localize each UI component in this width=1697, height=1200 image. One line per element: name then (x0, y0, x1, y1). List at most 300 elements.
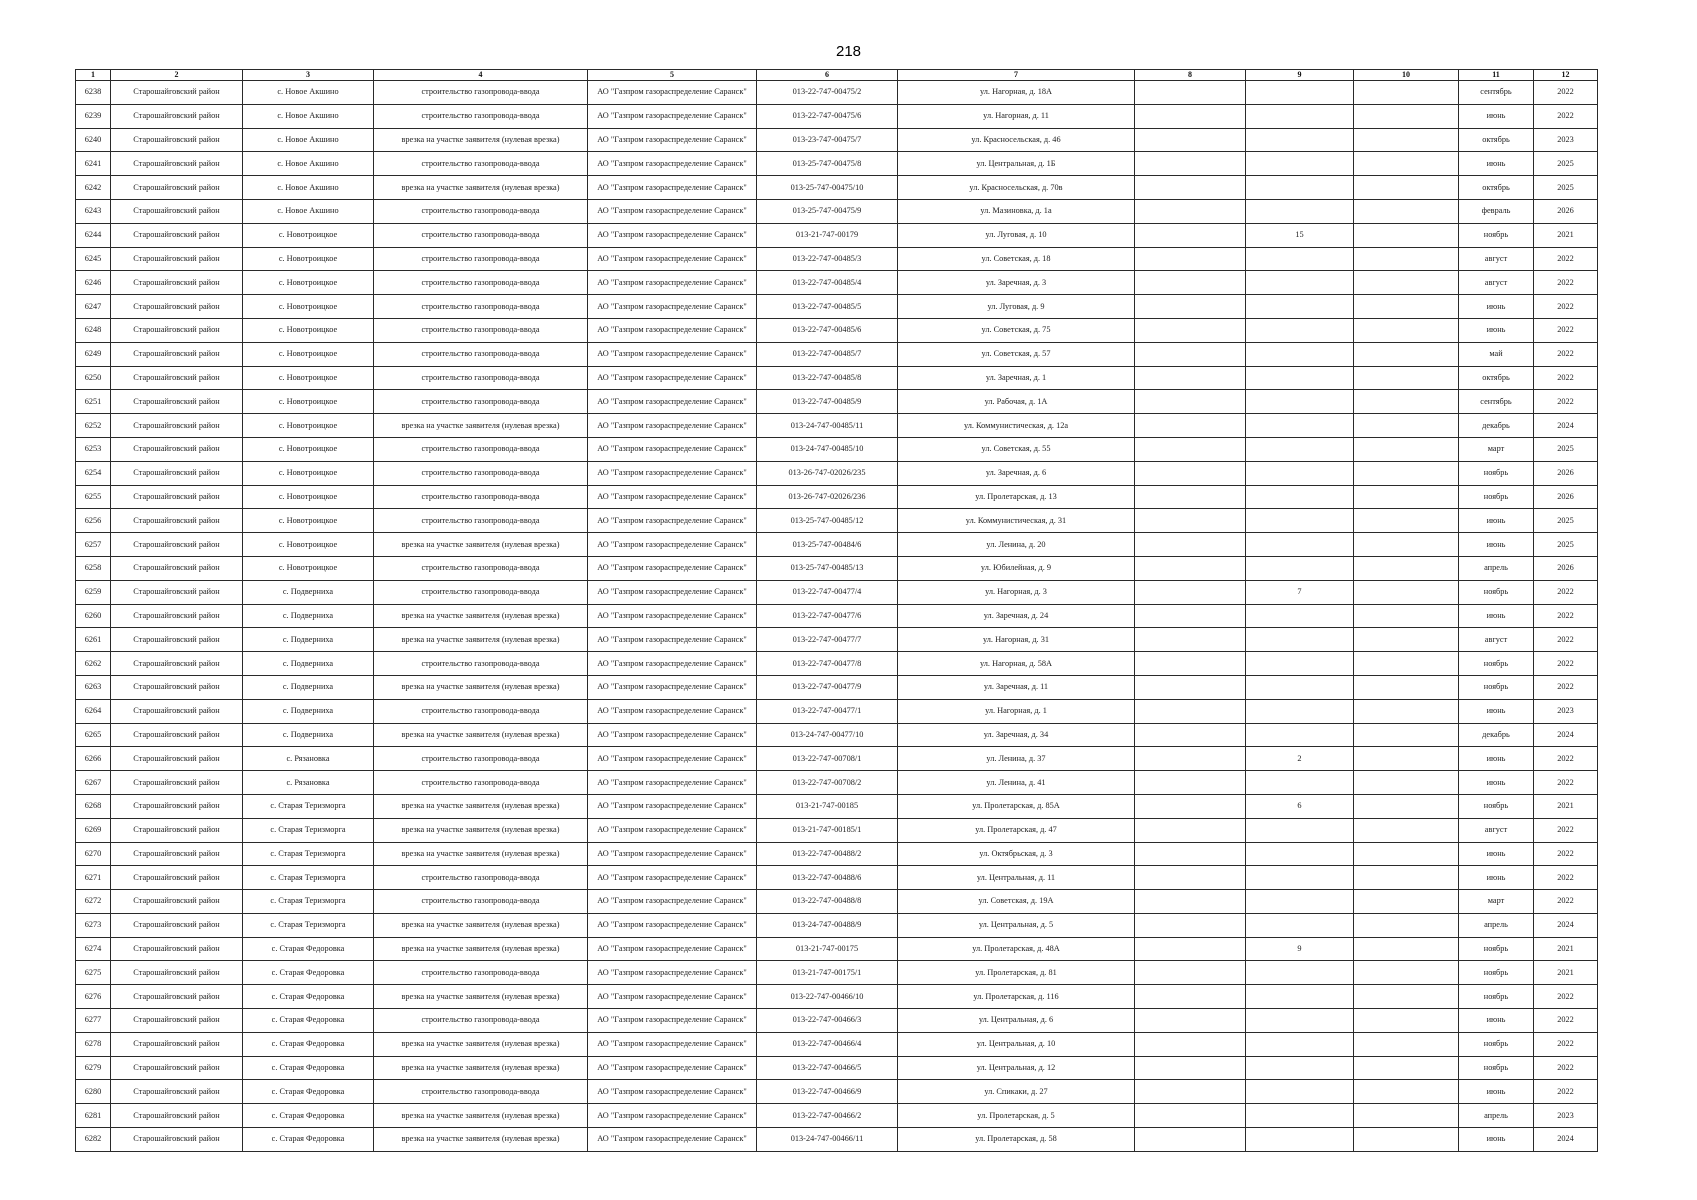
cell-col-address: ул. Заречная, д. 6 (898, 461, 1135, 485)
cell-col-address: ул. Заречная, д. 3 (898, 271, 1135, 295)
table-row (76, 295, 1598, 319)
cell-col-9: 15 (1246, 223, 1354, 247)
table-row (76, 1104, 1598, 1128)
cell-col-address: ул. Центральная, д. 6 (898, 1009, 1135, 1033)
cell-col-10 (1354, 818, 1459, 842)
cell-col-organization: АО "Газпром газораспределение Саранск" (588, 985, 757, 1009)
cell-col-month: июнь (1459, 1128, 1534, 1152)
cell-col-address: ул. Коммунистическая, д. 31 (898, 509, 1135, 533)
cell-col-settlement: с. Старая Теризморга (243, 913, 374, 937)
cell-col-district: Старошайговский район (111, 271, 243, 295)
cell-col-address: ул. Нагорная, д. 58А (898, 652, 1135, 676)
cell-col-year: 2026 (1534, 199, 1598, 223)
cell-col-year: 2022 (1534, 842, 1598, 866)
cell-col-contract-number: 013-22-747-00466/3 (757, 1009, 898, 1033)
cell-col-address: ул. Пролетарская, д. 13 (898, 485, 1135, 509)
table-row (76, 913, 1598, 937)
cell-col-settlement: с. Новотроицкое (243, 533, 374, 557)
cell-col-index: 6266 (76, 747, 111, 771)
cell-col-10 (1354, 199, 1459, 223)
cell-col-settlement: с. Новотроицкое (243, 437, 374, 461)
cell-col-year: 2022 (1534, 1056, 1598, 1080)
cell-col-index: 6242 (76, 176, 111, 200)
cell-col-district: Старошайговский район (111, 913, 243, 937)
cell-col-contract-number: 013-22-747-00485/3 (757, 247, 898, 271)
cell-col-contract-number: 013-25-747-00485/13 (757, 556, 898, 580)
cell-col-9 (1246, 652, 1354, 676)
cell-col-work-type: строительство газопровода-ввода (374, 461, 588, 485)
cell-col-9: 9 (1246, 937, 1354, 961)
cell-col-settlement: с. Новотроицкое (243, 247, 374, 271)
cell-col-month: февраль (1459, 199, 1534, 223)
cell-col-district: Старошайговский район (111, 199, 243, 223)
cell-col-contract-number: 013-22-747-00485/6 (757, 318, 898, 342)
cell-col-9 (1246, 152, 1354, 176)
cell-col-index: 6262 (76, 652, 111, 676)
cell-col-8 (1135, 199, 1246, 223)
cell-col-organization: АО "Газпром газораспределение Саранск" (588, 723, 757, 747)
table-row (76, 1009, 1598, 1033)
header-col-index: 1 (76, 70, 111, 81)
cell-col-district: Старошайговский район (111, 295, 243, 319)
cell-col-address: ул. Центральная, д. 5 (898, 913, 1135, 937)
cell-col-month: август (1459, 271, 1534, 295)
cell-col-work-type: врезка на участке заявителя (нулевая врезка) (374, 414, 588, 438)
cell-col-address: ул. Пролетарская, д. 116 (898, 985, 1135, 1009)
cell-col-8 (1135, 509, 1246, 533)
cell-col-organization: АО "Газпром газораспределение Саранск" (588, 818, 757, 842)
cell-col-index: 6244 (76, 223, 111, 247)
cell-col-work-type: строительство газопровода-ввода (374, 699, 588, 723)
cell-col-work-type: строительство газопровода-ввода (374, 580, 588, 604)
cell-col-9 (1246, 961, 1354, 985)
cell-col-contract-number: 013-22-747-00488/2 (757, 842, 898, 866)
cell-col-10 (1354, 675, 1459, 699)
cell-col-year: 2022 (1534, 295, 1598, 319)
cell-col-address: ул. Юбилейная, д. 9 (898, 556, 1135, 580)
cell-col-work-type: врезка на участке заявителя (нулевая врезка) (374, 818, 588, 842)
cell-col-district: Старошайговский район (111, 604, 243, 628)
cell-col-address: ул. Заречная, д. 11 (898, 675, 1135, 699)
cell-col-district: Старошайговский район (111, 1128, 243, 1152)
cell-col-index: 6264 (76, 699, 111, 723)
cell-col-9 (1246, 128, 1354, 152)
cell-col-settlement: с. Новотроицкое (243, 556, 374, 580)
cell-col-10 (1354, 271, 1459, 295)
cell-col-work-type: врезка на участке заявителя (нулевая врезка) (374, 985, 588, 1009)
cell-col-address: ул. Нагорная, д. 11 (898, 104, 1135, 128)
cell-col-8 (1135, 247, 1246, 271)
cell-col-contract-number: 013-22-747-00477/7 (757, 628, 898, 652)
cell-col-work-type: врезка на участке заявителя (нулевая врезка) (374, 533, 588, 557)
cell-col-organization: АО "Газпром газораспределение Саранск" (588, 1104, 757, 1128)
cell-col-8 (1135, 461, 1246, 485)
cell-col-work-type: строительство газопровода-ввода (374, 295, 588, 319)
cell-col-9 (1246, 461, 1354, 485)
table-header (76, 70, 1598, 81)
cell-col-9 (1246, 890, 1354, 914)
cell-col-index: 6254 (76, 461, 111, 485)
cell-col-settlement: с. Подверниха (243, 580, 374, 604)
cell-col-organization: АО "Газпром газораспределение Саранск" (588, 1032, 757, 1056)
cell-col-index: 6275 (76, 961, 111, 985)
cell-col-month: октябрь (1459, 366, 1534, 390)
cell-col-month: ноябрь (1459, 461, 1534, 485)
cell-col-9 (1246, 437, 1354, 461)
cell-col-10 (1354, 366, 1459, 390)
cell-col-organization: АО "Газпром газораспределение Саранск" (588, 699, 757, 723)
cell-col-index: 6274 (76, 937, 111, 961)
cell-col-work-type: строительство газопровода-ввода (374, 152, 588, 176)
cell-col-9 (1246, 771, 1354, 795)
cell-col-index: 6267 (76, 771, 111, 795)
header-row (76, 70, 1598, 81)
cell-col-index: 6270 (76, 842, 111, 866)
cell-col-district: Старошайговский район (111, 628, 243, 652)
cell-col-8 (1135, 723, 1246, 747)
cell-col-9 (1246, 509, 1354, 533)
cell-col-year: 2022 (1534, 747, 1598, 771)
cell-col-month: апрель (1459, 913, 1534, 937)
cell-col-contract-number: 013-22-747-00485/8 (757, 366, 898, 390)
table-row (76, 223, 1598, 247)
cell-col-8 (1135, 318, 1246, 342)
cell-col-district: Старошайговский район (111, 414, 243, 438)
cell-col-8 (1135, 866, 1246, 890)
cell-col-contract-number: 013-21-747-00185/1 (757, 818, 898, 842)
cell-col-district: Старошайговский район (111, 318, 243, 342)
cell-col-9 (1246, 318, 1354, 342)
cell-col-contract-number: 013-22-747-00485/5 (757, 295, 898, 319)
cell-col-8 (1135, 1009, 1246, 1033)
cell-col-district: Старошайговский район (111, 818, 243, 842)
cell-col-month: июнь (1459, 604, 1534, 628)
cell-col-settlement: с. Новотроицкое (243, 366, 374, 390)
cell-col-year: 2022 (1534, 318, 1598, 342)
cell-col-month: ноябрь (1459, 652, 1534, 676)
cell-col-contract-number: 013-22-747-00477/8 (757, 652, 898, 676)
cell-col-district: Старошайговский район (111, 747, 243, 771)
cell-col-address: ул. Пролетарская, д. 48А (898, 937, 1135, 961)
cell-col-10 (1354, 128, 1459, 152)
cell-col-settlement: с. Рязановка (243, 771, 374, 795)
cell-col-8 (1135, 913, 1246, 937)
cell-col-contract-number: 013-22-747-00477/6 (757, 604, 898, 628)
cell-col-year: 2025 (1534, 509, 1598, 533)
cell-col-8 (1135, 890, 1246, 914)
cell-col-8 (1135, 628, 1246, 652)
cell-col-year: 2021 (1534, 794, 1598, 818)
cell-col-10 (1354, 699, 1459, 723)
cell-col-contract-number: 013-22-747-00466/5 (757, 1056, 898, 1080)
cell-col-year: 2022 (1534, 652, 1598, 676)
cell-col-year: 2021 (1534, 961, 1598, 985)
cell-col-address: ул. Нагорная, д. 31 (898, 628, 1135, 652)
cell-col-9 (1246, 985, 1354, 1009)
cell-col-organization: АО "Газпром газораспределение Саранск" (588, 890, 757, 914)
cell-col-10 (1354, 342, 1459, 366)
cell-col-month: ноябрь (1459, 1056, 1534, 1080)
cell-col-month: июнь (1459, 318, 1534, 342)
cell-col-organization: АО "Газпром газораспределение Саранск" (588, 223, 757, 247)
cell-col-month: июнь (1459, 1009, 1534, 1033)
cell-col-organization: АО "Газпром газораспределение Саранск" (588, 580, 757, 604)
cell-col-10 (1354, 295, 1459, 319)
cell-col-month: ноябрь (1459, 223, 1534, 247)
cell-col-10 (1354, 628, 1459, 652)
cell-col-contract-number: 013-22-747-00466/4 (757, 1032, 898, 1056)
cell-col-year: 2022 (1534, 342, 1598, 366)
table-row (76, 652, 1598, 676)
header-col-contract-number: 6 (757, 70, 898, 81)
cell-col-contract-number: 013-21-747-00185 (757, 794, 898, 818)
cell-col-9 (1246, 271, 1354, 295)
cell-col-district: Старошайговский район (111, 866, 243, 890)
cell-col-10 (1354, 890, 1459, 914)
cell-col-year: 2026 (1534, 461, 1598, 485)
cell-col-year: 2022 (1534, 675, 1598, 699)
cell-col-9 (1246, 1032, 1354, 1056)
cell-col-8 (1135, 580, 1246, 604)
cell-col-9 (1246, 628, 1354, 652)
cell-col-district: Старошайговский район (111, 223, 243, 247)
cell-col-work-type: врезка на участке заявителя (нулевая врезка) (374, 937, 588, 961)
cell-col-organization: АО "Газпром газораспределение Саранск" (588, 937, 757, 961)
cell-col-district: Старошайговский район (111, 81, 243, 105)
cell-col-month: июнь (1459, 295, 1534, 319)
cell-col-district: Старошайговский район (111, 509, 243, 533)
cell-col-settlement: с. Старая Федоровка (243, 985, 374, 1009)
table-row (76, 723, 1598, 747)
cell-col-district: Старошайговский район (111, 342, 243, 366)
cell-col-settlement: с. Старая Теризморга (243, 818, 374, 842)
cell-col-index: 6248 (76, 318, 111, 342)
cell-col-9 (1246, 699, 1354, 723)
cell-col-index: 6256 (76, 509, 111, 533)
cell-col-contract-number: 013-25-747-00475/10 (757, 176, 898, 200)
cell-col-address: ул. Заречная, д. 1 (898, 366, 1135, 390)
cell-col-index: 6279 (76, 1056, 111, 1080)
header-col-10: 10 (1354, 70, 1459, 81)
cell-col-year: 2023 (1534, 699, 1598, 723)
cell-col-settlement: с. Новое Акшино (243, 199, 374, 223)
cell-col-contract-number: 013-21-747-00179 (757, 223, 898, 247)
cell-col-settlement: с. Старая Федоровка (243, 1080, 374, 1104)
cell-col-address: ул. Советская, д. 55 (898, 437, 1135, 461)
cell-col-10 (1354, 842, 1459, 866)
cell-col-organization: АО "Газпром газораспределение Саранск" (588, 461, 757, 485)
cell-col-9 (1246, 342, 1354, 366)
table-row (76, 961, 1598, 985)
cell-col-work-type: строительство газопровода-ввода (374, 223, 588, 247)
cell-col-organization: АО "Газпром газораспределение Саранск" (588, 128, 757, 152)
cell-col-index: 6273 (76, 913, 111, 937)
cell-col-work-type: строительство газопровода-ввода (374, 366, 588, 390)
cell-col-month: ноябрь (1459, 961, 1534, 985)
cell-col-index: 6276 (76, 985, 111, 1009)
cell-col-address: ул. Мазиновка, д. 1а (898, 199, 1135, 223)
cell-col-organization: АО "Газпром газораспределение Саранск" (588, 271, 757, 295)
cell-col-district: Старошайговский район (111, 961, 243, 985)
cell-col-work-type: строительство газопровода-ввода (374, 652, 588, 676)
header-col-9: 9 (1246, 70, 1354, 81)
cell-col-9 (1246, 81, 1354, 105)
cell-col-9 (1246, 556, 1354, 580)
cell-col-index: 6281 (76, 1104, 111, 1128)
cell-col-8 (1135, 961, 1246, 985)
cell-col-settlement: с. Новотроицкое (243, 414, 374, 438)
cell-col-organization: АО "Газпром газораспределение Саранск" (588, 437, 757, 461)
cell-col-settlement: с. Новотроицкое (243, 295, 374, 319)
cell-col-10 (1354, 604, 1459, 628)
cell-col-district: Старошайговский район (111, 128, 243, 152)
table-row (76, 1032, 1598, 1056)
cell-col-work-type: строительство газопровода-ввода (374, 1009, 588, 1033)
cell-col-contract-number: 013-22-747-00477/9 (757, 675, 898, 699)
cell-col-district: Старошайговский район (111, 390, 243, 414)
table-row (76, 533, 1598, 557)
cell-col-settlement: с. Подверниха (243, 604, 374, 628)
cell-col-index: 6265 (76, 723, 111, 747)
cell-col-settlement: с. Новотроицкое (243, 509, 374, 533)
table-row (76, 1128, 1598, 1152)
cell-col-8 (1135, 176, 1246, 200)
cell-col-district: Старошайговский район (111, 366, 243, 390)
cell-col-organization: АО "Газпром газораспределение Саранск" (588, 485, 757, 509)
cell-col-address: ул. Заречная, д. 24 (898, 604, 1135, 628)
cell-col-month: апрель (1459, 1104, 1534, 1128)
cell-col-9 (1246, 295, 1354, 319)
cell-col-9 (1246, 723, 1354, 747)
cell-col-10 (1354, 437, 1459, 461)
cell-col-work-type: строительство газопровода-ввода (374, 342, 588, 366)
cell-col-work-type: врезка на участке заявителя (нулевая врезка) (374, 128, 588, 152)
cell-col-index: 6278 (76, 1032, 111, 1056)
cell-col-work-type: врезка на участке заявителя (нулевая врезка) (374, 1056, 588, 1080)
cell-col-10 (1354, 723, 1459, 747)
cell-col-9 (1246, 390, 1354, 414)
cell-col-month: июнь (1459, 842, 1534, 866)
cell-col-organization: АО "Газпром газораспределение Саранск" (588, 342, 757, 366)
table-body (76, 81, 1598, 1152)
cell-col-year: 2022 (1534, 1080, 1598, 1104)
cell-col-contract-number: 013-22-747-00708/1 (757, 747, 898, 771)
cell-col-8 (1135, 390, 1246, 414)
cell-col-district: Старошайговский район (111, 1104, 243, 1128)
cell-col-index: 6241 (76, 152, 111, 176)
cell-col-9: 7 (1246, 580, 1354, 604)
cell-col-month: июнь (1459, 771, 1534, 795)
cell-col-address: ул. Советская, д. 75 (898, 318, 1135, 342)
cell-col-9: 2 (1246, 747, 1354, 771)
cell-col-month: июнь (1459, 747, 1534, 771)
cell-col-district: Старошайговский район (111, 437, 243, 461)
cell-col-year: 2026 (1534, 556, 1598, 580)
cell-col-organization: АО "Газпром газораспределение Саранск" (588, 509, 757, 533)
cell-col-9 (1246, 1009, 1354, 1033)
cell-col-work-type: строительство газопровода-ввода (374, 747, 588, 771)
cell-col-8 (1135, 842, 1246, 866)
cell-col-10 (1354, 509, 1459, 533)
cell-col-address: ул. Спикаки, д. 27 (898, 1080, 1135, 1104)
cell-col-settlement: с. Новое Акшино (243, 128, 374, 152)
table-row (76, 556, 1598, 580)
cell-col-index: 6260 (76, 604, 111, 628)
cell-col-8 (1135, 437, 1246, 461)
cell-col-10 (1354, 1080, 1459, 1104)
cell-col-month: август (1459, 628, 1534, 652)
cell-col-year: 2022 (1534, 771, 1598, 795)
table-row (76, 81, 1598, 105)
cell-col-10 (1354, 318, 1459, 342)
cell-col-district: Старошайговский район (111, 485, 243, 509)
table-row (76, 485, 1598, 509)
cell-col-settlement: с. Старая Федоровка (243, 1032, 374, 1056)
cell-col-settlement: с. Подверниха (243, 628, 374, 652)
cell-col-month: июнь (1459, 509, 1534, 533)
cell-col-organization: АО "Газпром газораспределение Саранск" (588, 152, 757, 176)
cell-col-work-type: строительство газопровода-ввода (374, 556, 588, 580)
table-row (76, 318, 1598, 342)
cell-col-contract-number: 013-22-747-00485/4 (757, 271, 898, 295)
cell-col-organization: АО "Газпром газораспределение Саранск" (588, 652, 757, 676)
cell-col-organization: АО "Газпром газораспределение Саранск" (588, 390, 757, 414)
cell-col-9 (1246, 913, 1354, 937)
cell-col-organization: АО "Газпром газораспределение Саранск" (588, 1009, 757, 1033)
cell-col-settlement: с. Новое Акшино (243, 176, 374, 200)
table-row (76, 866, 1598, 890)
cell-col-contract-number: 013-24-747-00477/10 (757, 723, 898, 747)
cell-col-district: Старошайговский район (111, 652, 243, 676)
cell-col-work-type: строительство газопровода-ввода (374, 104, 588, 128)
cell-col-8 (1135, 223, 1246, 247)
cell-col-month: ноябрь (1459, 580, 1534, 604)
cell-col-month: декабрь (1459, 414, 1534, 438)
cell-col-month: август (1459, 247, 1534, 271)
cell-col-year: 2022 (1534, 271, 1598, 295)
cell-col-month: июнь (1459, 104, 1534, 128)
cell-col-8 (1135, 747, 1246, 771)
cell-col-year: 2025 (1534, 176, 1598, 200)
cell-col-address: ул. Пролетарская, д. 58 (898, 1128, 1135, 1152)
cell-col-settlement: с. Старая Федоровка (243, 1128, 374, 1152)
cell-col-organization: АО "Газпром газораспределение Саранск" (588, 913, 757, 937)
cell-col-index: 6263 (76, 675, 111, 699)
cell-col-settlement: с. Старая Федоровка (243, 1104, 374, 1128)
table-row (76, 509, 1598, 533)
cell-col-10 (1354, 913, 1459, 937)
cell-col-organization: АО "Газпром газораспределение Саранск" (588, 533, 757, 557)
cell-col-9 (1246, 485, 1354, 509)
cell-col-10 (1354, 223, 1459, 247)
cell-col-month: ноябрь (1459, 1032, 1534, 1056)
cell-col-address: ул. Центральная, д. 10 (898, 1032, 1135, 1056)
cell-col-address: ул. Советская, д. 57 (898, 342, 1135, 366)
cell-col-index: 6252 (76, 414, 111, 438)
header-col-month: 11 (1459, 70, 1534, 81)
cell-col-work-type: врезка на участке заявителя (нулевая врезка) (374, 842, 588, 866)
cell-col-month: сентябрь (1459, 390, 1534, 414)
table-row (76, 771, 1598, 795)
cell-col-work-type: строительство газопровода-ввода (374, 437, 588, 461)
cell-col-organization: АО "Газпром газораспределение Саранск" (588, 556, 757, 580)
cell-col-index: 6239 (76, 104, 111, 128)
cell-col-year: 2022 (1534, 1032, 1598, 1056)
cell-col-address: ул. Пролетарская, д. 5 (898, 1104, 1135, 1128)
cell-col-year: 2023 (1534, 1104, 1598, 1128)
header-col-address: 7 (898, 70, 1135, 81)
cell-col-work-type: строительство газопровода-ввода (374, 271, 588, 295)
